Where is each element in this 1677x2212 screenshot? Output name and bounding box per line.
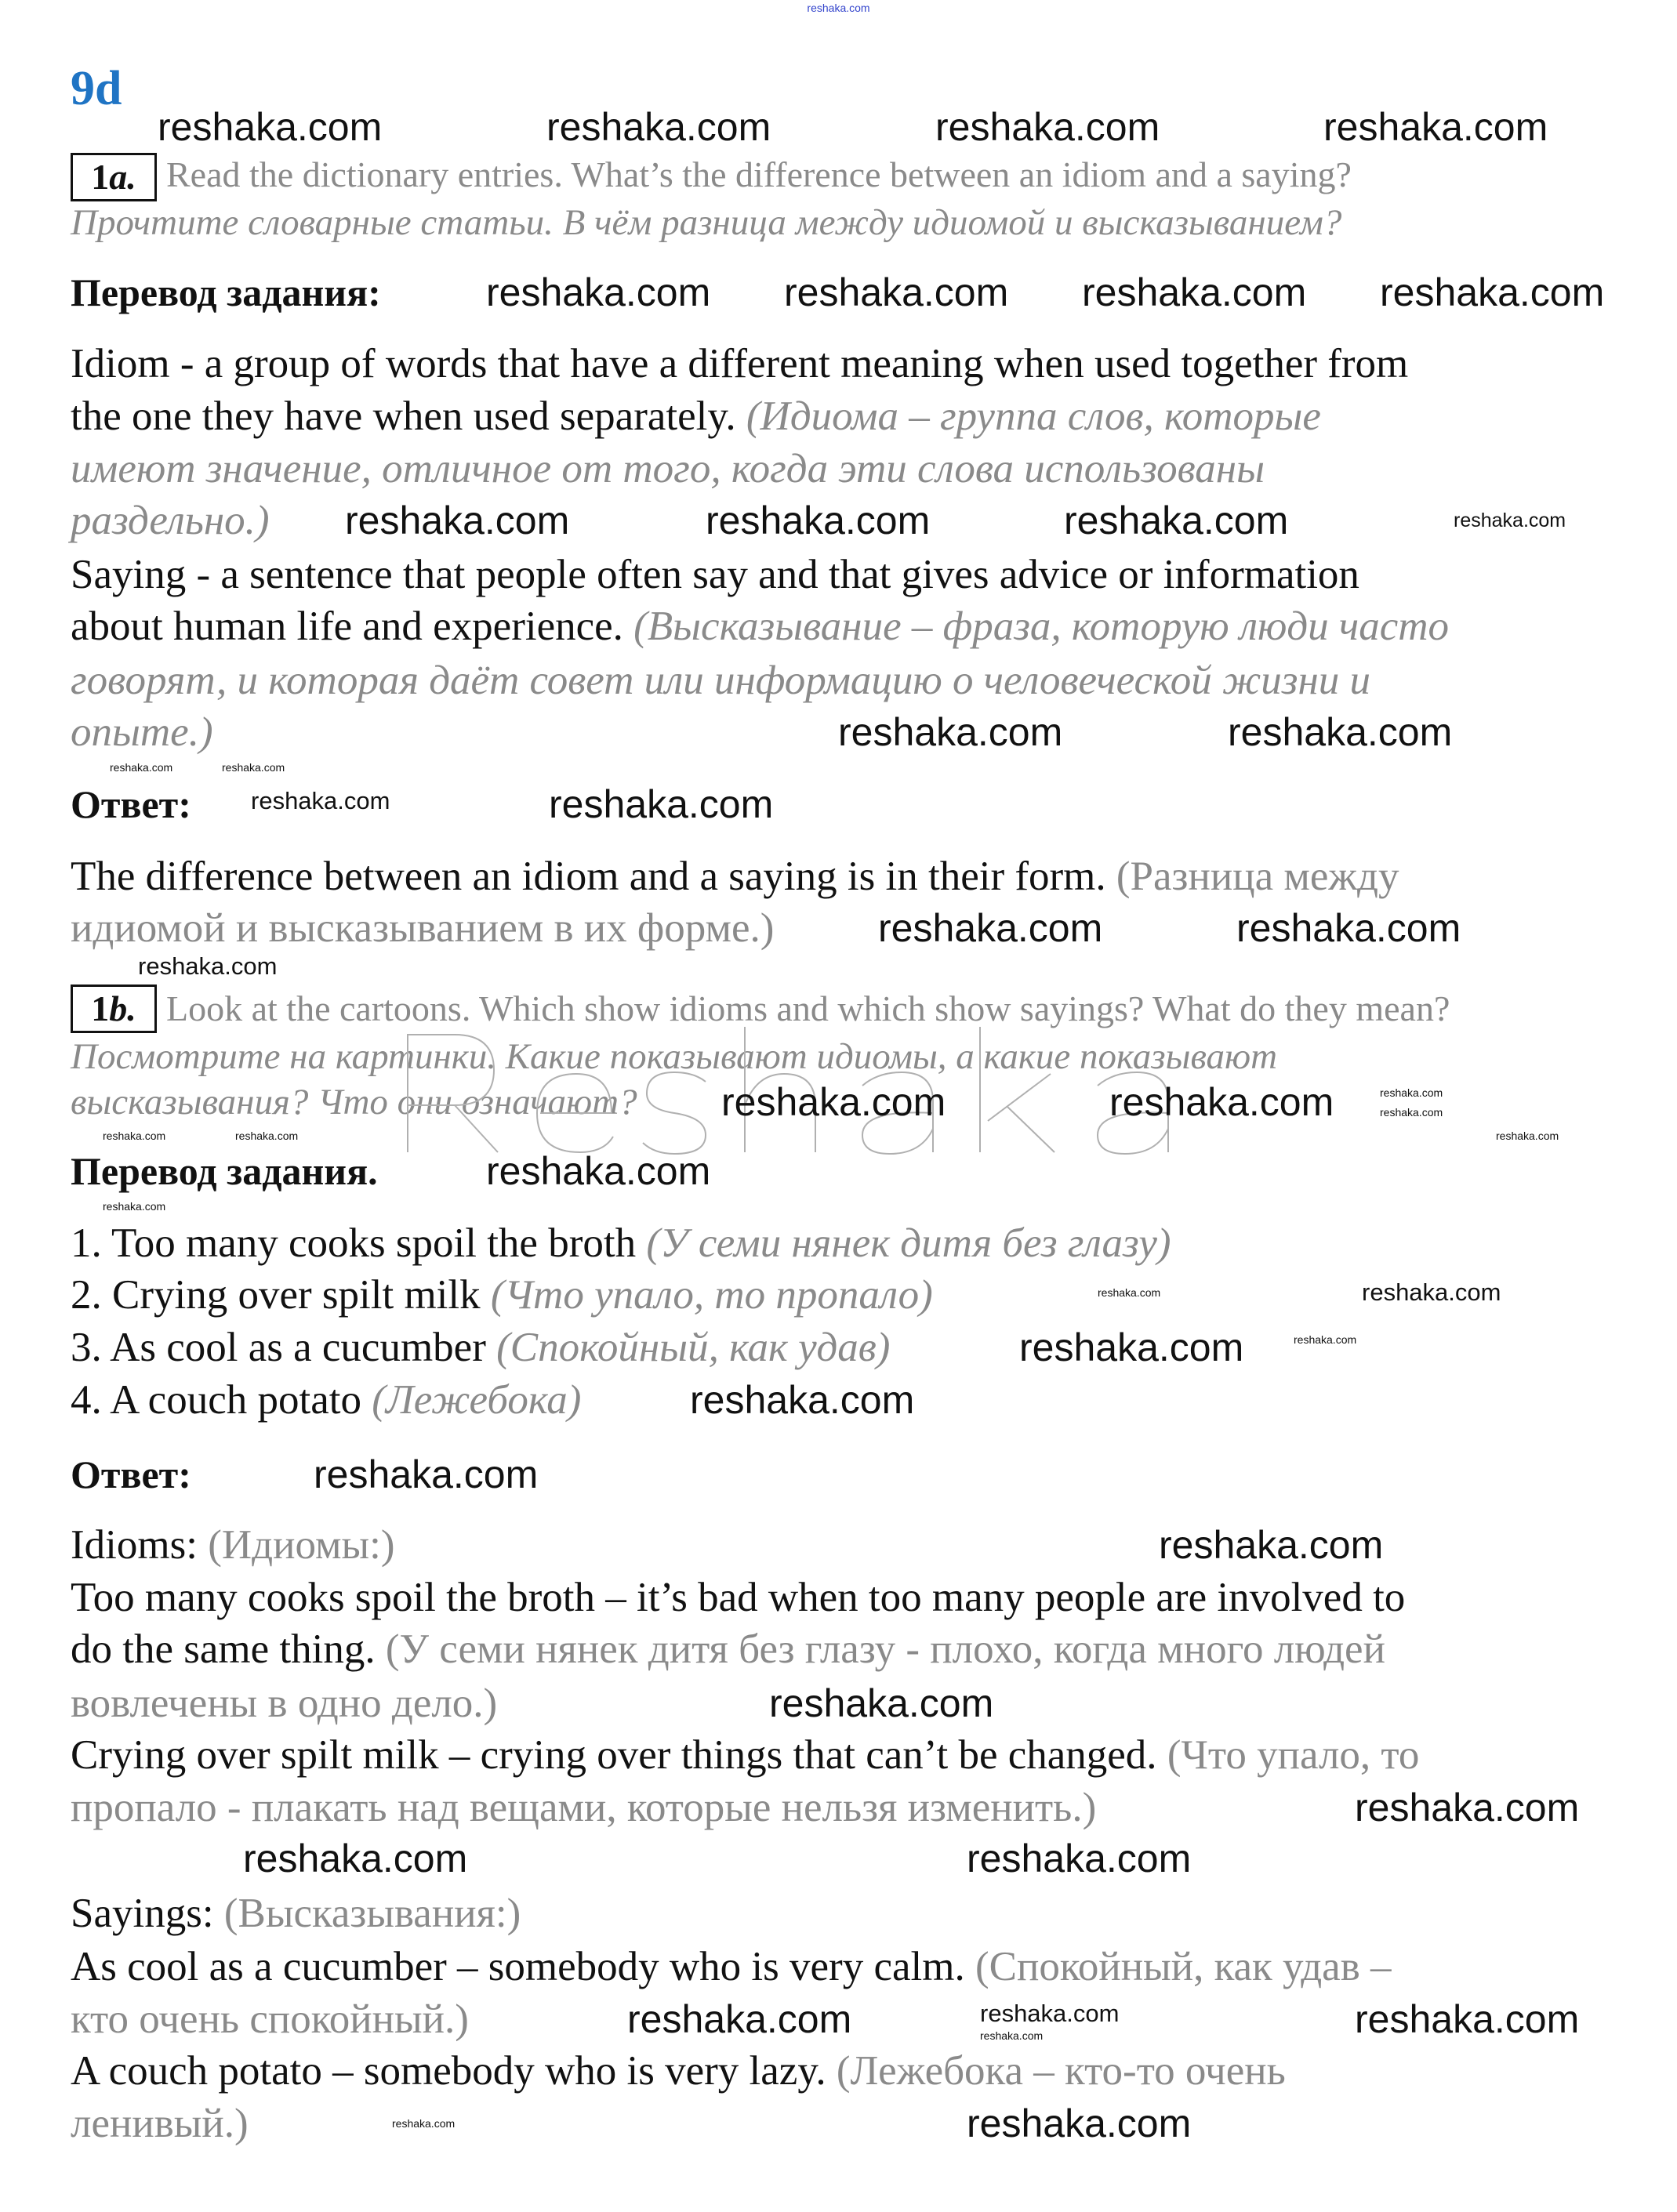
watermark-text: reshaka.com (690, 1378, 915, 1422)
translation-heading-1a: Перевод задания: (71, 270, 381, 314)
text-line (71, 1325, 890, 1369)
watermark-text: reshaka.com (1064, 499, 1289, 542)
logo-letter-k (980, 1027, 1054, 1152)
translation-heading-1b: Перевод задания. (71, 1149, 378, 1193)
task-letter: a. (109, 157, 136, 197)
watermark-text: reshaka.com (627, 1997, 852, 2041)
english-text: Idiom - a group of words that have a different meaning when used together from (71, 341, 1409, 386)
text-line (71, 2049, 1286, 2093)
watermark-text: reshaka.com (1355, 1786, 1580, 1829)
watermark-text: reshaka.com (1236, 906, 1461, 950)
text-line (71, 1681, 497, 1725)
watermark-text: reshaka.com (721, 1080, 946, 1124)
english-text: the one they have when used separately. (71, 393, 746, 439)
watermark-text: reshaka.com (549, 782, 774, 826)
watermark-text: reshaka.com (158, 105, 383, 149)
text-line (71, 604, 1449, 648)
watermark-text: reshaka.com (1380, 1086, 1443, 1099)
english-text: 2. Crying over spilt milk (71, 1272, 491, 1318)
russian-translation: имеют значение, отличное от того, когда эти слова использованы (71, 446, 1265, 491)
russian-translation: раздельно.) (71, 498, 270, 543)
text-line (71, 2101, 249, 2145)
russian-translation: опыте.) (71, 709, 213, 755)
logo-letter-r (408, 1035, 498, 1152)
english-text: about human life and experience. (71, 604, 634, 649)
text-line (71, 499, 270, 542)
text-line (71, 854, 1399, 898)
task-letter: b. (109, 988, 136, 1028)
watermark-text: reshaka.com (546, 105, 771, 149)
watermark-text: reshaka.com (967, 1837, 1192, 1880)
text-line (71, 1945, 1391, 1989)
watermark-text: reshaka.com (1380, 1106, 1443, 1119)
watermark-text: reshaka.com (935, 105, 1160, 149)
task-1b-instruction: Look at the cartoons. Which show idioms and which show sayings? What do they mean? (166, 988, 1450, 1028)
russian-translation: (Идиомы:) (208, 1522, 395, 1568)
task-1a-instruction-ru: Прочтите словарные статьи. В чём разница между идиомой и высказыванием? (71, 202, 1342, 243)
logo-letter-s (643, 1072, 706, 1154)
task-number: 1 (91, 157, 110, 197)
watermark-text: reshaka.com (345, 499, 570, 542)
russian-translation: ленивый.) (71, 2101, 249, 2146)
logo-letter-e (537, 1074, 613, 1152)
watermark-text: reshaka.com (706, 499, 931, 542)
watermark-text: reshaka.com (251, 787, 390, 814)
task-1a-instruction: Read the dictionary entries. What’s the difference between an idiom and a saying? (166, 154, 1352, 194)
text-line (71, 1891, 521, 1935)
task-1b-instruction-ru-1: Посмотрите на картинки. Какие показывают идиомы, а какие показывают (71, 1036, 1278, 1077)
watermark-text: reshaka.com (243, 1837, 468, 1880)
english-text: 1. Too many cooks spoil the broth (71, 1220, 647, 1266)
watermark-text: reshaka.com (1109, 1080, 1334, 1124)
english-text: 3. As cool as a cucumber (71, 1325, 497, 1370)
watermark-text: reshaka.com (235, 1130, 299, 1142)
watermark-text: reshaka.com (784, 270, 1009, 314)
watermark-text: reshaka.com (486, 270, 711, 314)
watermark-text: reshaka.com (314, 1452, 539, 1496)
text-line (71, 1378, 581, 1422)
russian-translation: говорят, и которая даёт совет или информацию о человеческой жизни и (71, 658, 1371, 703)
task-number-1a (71, 153, 157, 201)
russian-translation: кто очень спокойный.) (71, 1996, 469, 2042)
russian-translation: (Высказывания:) (223, 1891, 521, 1936)
text-line (71, 553, 1359, 597)
task-number: 1 (91, 988, 110, 1028)
watermark-text: reshaka.com (486, 1149, 711, 1193)
russian-translation: (У семи нянек дитя без глазу) (646, 1220, 1171, 1266)
english-text: A couch potato – somebody who is very lazy. (71, 2048, 837, 2094)
text-line (71, 1733, 1419, 1777)
watermark-text: reshaka.com (1323, 105, 1548, 149)
english-text: Saying - a sentence that people often say and that gives advice or information (71, 552, 1359, 597)
text-line (71, 1523, 394, 1567)
watermark-text: reshaka.com (1228, 710, 1453, 754)
text-line (71, 1627, 1385, 1671)
russian-translation: (Что упало, то (1167, 1732, 1420, 1778)
watermark-text: reshaka.com (103, 1200, 166, 1213)
english-text: As cool as a cucumber – somebody who is very calm. (71, 1944, 975, 1989)
text-line (71, 394, 1321, 438)
text-line (71, 1221, 1171, 1265)
watermark-text: reshaka.com (1019, 1325, 1244, 1369)
watermark-text: reshaka.com (1294, 1333, 1357, 1346)
text-line (71, 342, 1408, 386)
russian-translation: (Лежебока – кто-то очень (836, 2048, 1286, 2094)
english-text: Crying over spilt milk – crying over things that can’t be changed. (71, 1732, 1167, 1778)
text-line (71, 658, 1370, 702)
text-line (71, 906, 774, 950)
answer-heading-1a: Ответ: (71, 782, 191, 826)
watermark-text: reshaka.com (980, 2029, 1044, 2042)
watermark-text: reshaka.com (1454, 509, 1566, 531)
russian-translation: (Высказывание – фраза, которую люди часто (633, 604, 1450, 649)
russian-translation: (У семи нянек дитя без глазу - плохо, когда много людей (385, 1626, 1385, 1672)
text-line (71, 1786, 1096, 1829)
watermark-text: reshaka.com (1496, 1130, 1559, 1142)
watermark-text: reshaka.com (103, 1130, 166, 1142)
russian-translation: (Идиома – группа слов, которые (746, 393, 1321, 439)
watermark-text: reshaka.com (769, 1681, 994, 1725)
english-text: Too many cooks spoil the broth – it’s bad when too many people are involved to (71, 1575, 1406, 1620)
task-number-1b (71, 985, 157, 1033)
russian-translation: (Спокойный, как удав – (975, 1944, 1392, 1989)
site-watermark-top: reshaka.com (807, 2, 870, 14)
unit-title: 9d (71, 62, 122, 115)
russian-translation: (Спокойный, как удав) (496, 1325, 891, 1370)
watermark-text: reshaka.com (1362, 1278, 1501, 1306)
text-line (71, 710, 213, 754)
watermark-text: reshaka.com (1380, 270, 1605, 314)
russian-translation: идиомой и высказыванием в их форме.) (71, 905, 775, 951)
english-text: 4. A couch potato (71, 1377, 372, 1423)
russian-translation: вовлечены в одно дело.) (71, 1681, 498, 1726)
russian-translation: (Что упало, то пропало) (490, 1272, 933, 1318)
watermark-text: reshaka.com (838, 710, 1063, 754)
text-line (71, 1273, 933, 1317)
text-line (71, 447, 1265, 491)
watermark-text: reshaka.com (1082, 270, 1307, 314)
watermark-text: reshaka.com (878, 906, 1103, 950)
english-text: do the same thing. (71, 1626, 386, 1672)
watermark-text: reshaka.com (138, 952, 278, 980)
text-line (71, 1576, 1405, 1619)
watermark-text: reshaka.com (1355, 1997, 1580, 2041)
russian-translation: пропало - плакать над вещами, которые нельзя изменить.) (71, 1785, 1097, 1830)
russian-translation: (Разница между (1116, 854, 1399, 899)
russian-translation: (Лежебока) (372, 1377, 582, 1423)
english-text: Sayings: (71, 1891, 224, 1936)
watermark-text: reshaka.com (222, 761, 285, 774)
task-1b-instruction-ru-2: высказывания? Что они означают? (71, 1082, 637, 1122)
watermark-text: reshaka.com (1159, 1523, 1384, 1567)
watermark-text: reshaka.com (110, 761, 173, 774)
watermark-text: reshaka.com (980, 2000, 1120, 2027)
watermark-text: reshaka.com (1098, 1286, 1161, 1299)
english-text: Idioms: (71, 1522, 209, 1568)
answer-heading-1b: Ответ: (71, 1452, 191, 1496)
english-text: The difference between an idiom and a saying is in their form. (71, 854, 1116, 899)
watermark-text: reshaka.com (967, 2101, 1192, 2145)
watermark-text: reshaka.com (392, 2117, 456, 2130)
text-line (71, 1997, 469, 2041)
